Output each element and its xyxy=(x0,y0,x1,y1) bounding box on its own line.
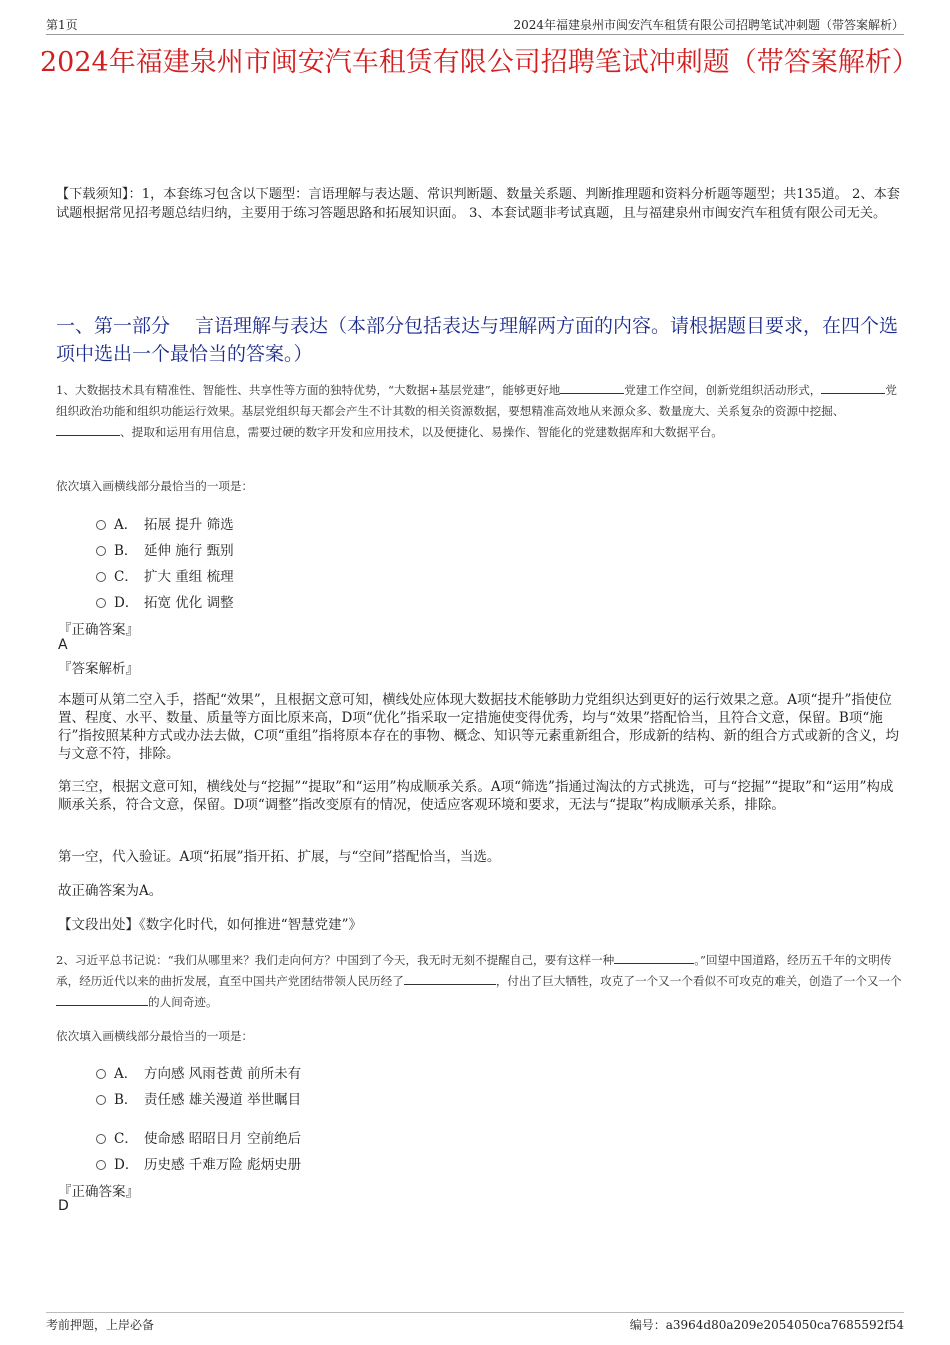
q2-text-2: 。”回望中国道路，经历五千年的文明传承，经历近代以来的曲折发展，直至中国共产党团结带领人民历经了 xyxy=(56,953,892,988)
radio-icon[interactable] xyxy=(96,1095,106,1105)
q1-text-4: 、提取和运用有用信息，需要过硬的数字开发和应用技术，以及便捷化、易操作、智能化的党建数据库和大数据平台。 xyxy=(120,425,723,439)
q1-option-c[interactable] xyxy=(96,565,234,585)
q1-option-b[interactable] xyxy=(96,539,234,559)
q1-analysis-paragraph: 故正确答案为A。 xyxy=(58,883,163,899)
q2-blank-2 xyxy=(404,971,496,985)
radio-icon[interactable] xyxy=(96,520,106,530)
option-text: 使命感 昭昭日月 空前绝后 xyxy=(144,1131,302,1147)
radio-icon[interactable] xyxy=(96,1134,106,1144)
radio-icon[interactable] xyxy=(96,546,106,556)
footer-slogan: 考前押题，上岸必备 xyxy=(46,1318,155,1332)
option-text: 方向感 风雨苍黄 前所未有 xyxy=(144,1066,302,1082)
option-text: 历史感 千难万险 彪炳史册 xyxy=(144,1157,302,1173)
document-title: 2024年福建泉州市闽安汽车租赁有限公司招聘笔试冲刺题（带答案解析） xyxy=(40,47,919,78)
q1-analysis-label: 『答案解析』 xyxy=(58,661,139,677)
page-footer xyxy=(46,1312,904,1332)
q1-analysis-paragraph: 第一空，代入验证。A项“拓展”指开拓、扩展，与“空间”搭配恰当，当选。 xyxy=(58,849,501,865)
radio-icon[interactable] xyxy=(96,598,106,608)
question-1-prompt: 依次填入画横线部分最恰当的一项是： xyxy=(56,479,254,493)
q2-answer: D xyxy=(58,1198,69,1214)
radio-icon[interactable] xyxy=(96,1069,106,1079)
header-doc-title: 2024年福建泉州市闽安汽车租赁有限公司招聘笔试冲刺题（带答案解析） xyxy=(513,18,904,32)
q1-answer: A xyxy=(58,637,68,653)
q2-option-c[interactable] xyxy=(96,1127,301,1147)
option-letter: D． xyxy=(114,1157,139,1173)
question-1-stem xyxy=(56,380,904,443)
option-text: 扩大 重组 梳理 xyxy=(144,569,234,585)
page-header xyxy=(46,14,904,35)
q1-blank-3 xyxy=(56,422,120,436)
q1-text-2: 党建工作空间，创新党组织活动形式， xyxy=(624,383,822,397)
q1-analysis-paragraph: 第三空，根据文意可知，横线处与“挖掘”“提取”和“运用”构成顺承关系。A项“筛选”指通过淘汰的方式挑选，可与“挖掘”“提取”和“运用”构成顺承关系，符合文意，保留。D项“调整”指改变原有的情况，使适应客观环境和要求，无法与“提取”构成顺承关系，排除。 xyxy=(58,779,894,813)
option-text: 责任感 雄关漫道 举世瞩目 xyxy=(144,1092,302,1108)
q2-option-b[interactable] xyxy=(96,1088,301,1108)
q2-option-a[interactable] xyxy=(96,1062,301,1082)
q1-option-d[interactable] xyxy=(96,591,234,611)
option-letter: A． xyxy=(114,517,138,533)
option-letter: B． xyxy=(114,1092,138,1108)
question-2-stem xyxy=(56,950,904,1013)
q2-text-3: ，付出了巨大牺牲，攻克了一个又一个看似不可攻克的难关，创造了一个又一个 xyxy=(495,974,902,988)
option-letter: B． xyxy=(114,543,138,559)
q2-text-1: 2、习近平总书记说：“我们从哪里来？我们走向何方？中国到了今天，我无时无刻不提醒自己，要有这样一种 xyxy=(56,953,615,967)
option-text: 拓展 提升 筛选 xyxy=(144,517,234,533)
page-number: 第1页 xyxy=(46,18,78,32)
download-notice: 【下载须知】：1，本套练习包含以下题型：言语理解与表达题、常识判断题、数量关系题、判断推理题和资料分析题等题型；共135道。 2、本套试题根据常见招考题总结归纳，主要用于练习答题思路和拓展知识面。 3、本套试题非考试真题，且与福建泉州市闽安汽车租赁有限公司无关。 xyxy=(56,187,900,221)
question-2-prompt: 依次填入画横线部分最恰当的一项是： xyxy=(56,1029,254,1043)
q2-correct-label: 『正确答案』 xyxy=(58,1184,139,1200)
q2-option-d[interactable] xyxy=(96,1153,301,1173)
option-letter: A． xyxy=(114,1066,138,1082)
option-letter: D． xyxy=(114,595,139,611)
radio-icon[interactable] xyxy=(96,1160,106,1170)
q2-blank-1 xyxy=(614,950,694,964)
q1-correct-label: 『正确答案』 xyxy=(58,622,139,638)
q1-text-3: 党组织政治功能和组织功能运行效果。基层党组织每天都会产生不计其数的相关资源数据，要想精准高效地从来源众多、数量庞大、关系复杂的资源中挖掘、 xyxy=(56,383,898,418)
q2-blank-3 xyxy=(56,992,148,1006)
section-heading: 一、第一部分 言语理解与表达（本部分包括表达与理解两方面的内容。请根据题目要求，在四个选项中选出一个最恰当的答案。） xyxy=(56,315,899,365)
option-text: 拓宽 优化 调整 xyxy=(144,595,234,611)
q1-blank-1 xyxy=(560,380,624,394)
q1-source: 【文段出处】《数字化时代，如何推进“智慧党建”》 xyxy=(58,917,363,933)
q2-text-4: 的人间奇迹。 xyxy=(148,995,218,1009)
option-letter: C． xyxy=(114,1131,138,1147)
q1-analysis-paragraph: 本题可从第二空入手，搭配“效果”，且根据文意可知，横线处应体现大数据技术能够助力党组织达到更好的运行效果之意。A项“提升”指使位置、程度、水平、数量、质量等方面比原来高，D项“优化”指采取一定措施使变得优秀，均与“效果”搭配恰当，且符合文意，保留。B项“施行”指按照某种方式或办法去做，C项“重组”指将原本存在的事物、概念、知识等元素重新组合，形成新的结构、新的组合方式或新的含义，均与文意不符，排除。 xyxy=(58,692,900,762)
footer-serial: 编号：a3964d80a209e2054050ca7685592f54 xyxy=(629,1318,904,1332)
option-letter: C． xyxy=(114,569,138,585)
radio-icon[interactable] xyxy=(96,572,106,582)
q1-blank-2 xyxy=(821,380,885,394)
q1-text-1: 1、大数据技术具有精准性、智能性、共享性等方面的独特优势，“大数据+基层党建”，能够更好地 xyxy=(56,383,561,397)
q1-option-a[interactable] xyxy=(96,513,234,533)
option-text: 延伸 施行 甄别 xyxy=(144,543,234,559)
